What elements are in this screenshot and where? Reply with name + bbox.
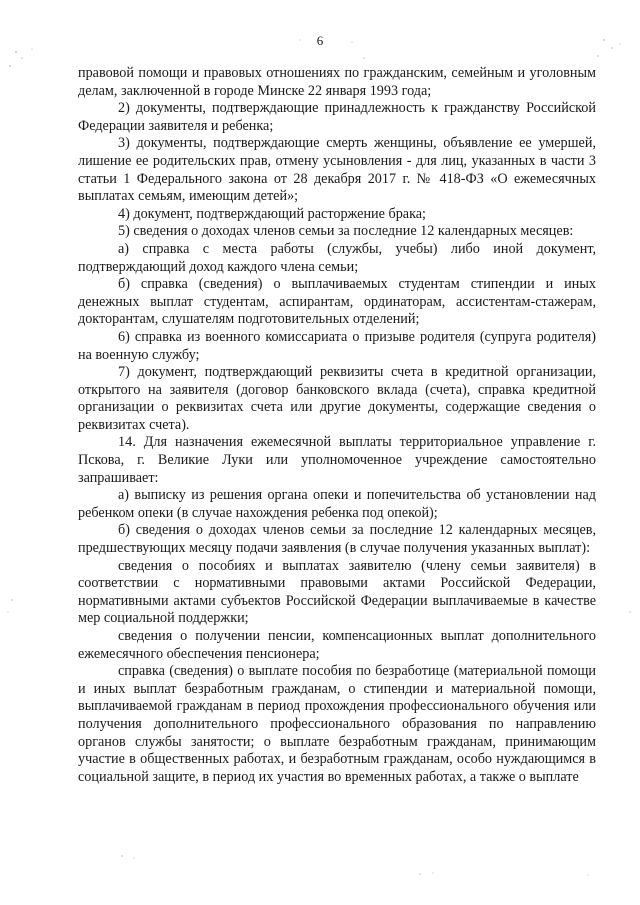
paragraph: 5) сведения о доходах членов семьи за последние 12 календарных месяцев:	[118, 223, 574, 240]
paragraph: 14. Для назначения ежемесячной выплаты территориальное управление г. Пскова, г. Великие Луки или уполномоченное учреждение самостоятельно запрашивает:	[78, 434, 596, 486]
paragraph: б) сведения о доходах членов семьи за последние 12 календарных месяцев, предшествующих месяцу подачи заявления (в случае получения указанных выплат):	[78, 522, 596, 557]
paragraph: 2) документы, подтверждающие принадлежность к гражданству Российской Федерации заявителя и ребенка;	[78, 100, 596, 134]
paragraph: а) выписку из решения органа опеки и попечительства об установлении над ребенком опеки (в случае нахождения ребенка под опекой);	[78, 487, 596, 521]
page-number: 6	[316, 33, 324, 48]
paragraph: справка (сведения) о выплате пособия по безработице (материальной помощи и иных выплат безработным гражданам, о стипендии и материальной помощи, выплачиваемой гражданам в период прохождения профессионального обучения или получения дополнительного профессионального образования по направлению органов службы занятости; о выплате безработным гражданам, принимающим участие в общественных работах, и безработным гражданам, особо нуждающимся в социальной защите, в период их участия во временных работах, а также о выплате	[78, 663, 596, 785]
paragraph: 6) справка из военного комиссариата о призыве родителя (супруга родителя) на военную службу;	[78, 328, 596, 363]
paragraph: 3) документы, подтверждающие смерть женщины, объявление ее умершей, лишение ее родительских прав, отмену усыновления - для лиц, указанных в части 3 статьи 1 Федерального закона от 28 декабря 2017 г. № 418-ФЗ «О ежемесячных выплатах семьям, имеющим детей»;	[78, 135, 596, 205]
paragraph: б) справка (сведения) о выплачиваемых студентам стипендии и иных денежных выплат студентам, аспирантам, ординаторам, ассистентам-стажерам, докторантам, слушателям подготовительных отделений;	[78, 276, 596, 328]
paragraph: 7) документ, подтверждающий реквизиты счета в кредитной организации, открытого на заявителя (договор банковского вклада (счета), справка кредитной организации о реквизитах счета или другие документы, содержащие сведения о реквизитах счета).	[78, 364, 596, 433]
paragraph: правовой помощи и правовых отношениях по гражданским, семейным и уголовным делам, заключенной в городе Минске 22 января 1993 года;	[78, 65, 596, 99]
paragraph: а) справка с места работы (службы, учебы) либо иной документ, подтверждающий доход каждого члена семьи;	[78, 240, 596, 275]
document-body	[78, 65, 596, 786]
paragraph: 4) документ, подтверждающий расторжение брака;	[118, 205, 427, 222]
paragraph: сведения о получении пенсии, компенсационных выплат дополнительного ежемесячного обеспечения пенсионера;	[78, 628, 596, 662]
paragraph: сведения о пособиях и выплатах заявителю (члену семьи заявителя) в соответствии с нормативными правовыми актами Российской Федерации, нормативными актами субъектов Российской Федерации выплачиваемые в качестве мер социальной поддержки;	[78, 557, 596, 627]
